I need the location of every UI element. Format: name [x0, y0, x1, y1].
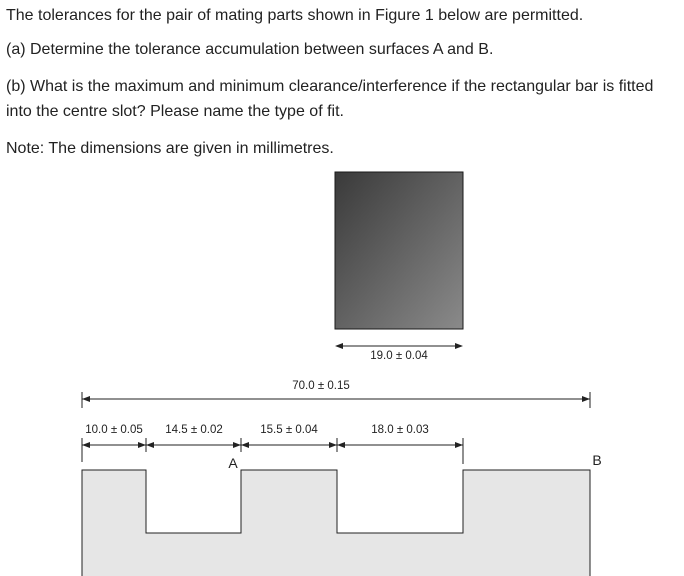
overall-length-label: 70.0 ± 0.15	[292, 380, 350, 392]
rectangular-bar	[335, 172, 463, 329]
dim-1-label: 10.0 ± 0.05	[85, 424, 143, 436]
question-part-b-line1: (b) What is the maximum and minimum clearance/interference if the rectangular bar is fitted	[6, 78, 654, 95]
surface-b-label: B	[592, 452, 602, 468]
note-text: Note: The dimensions are given in millimetres.	[6, 140, 334, 157]
question-intro: The tolerances for the pair of mating parts shown in Figure 1 below are permitted.	[6, 7, 584, 24]
surface-a-label: A	[228, 455, 238, 471]
dim-2-label: 14.5 ± 0.02	[165, 424, 223, 436]
dim-4-label: 18.0 ± 0.03	[371, 424, 429, 436]
slotted-part	[82, 470, 590, 576]
question-part-a: (a) Determine the tolerance accumulation between surfaces A and B.	[6, 41, 494, 58]
dim-3-label: 15.5 ± 0.04	[260, 424, 318, 436]
question-part-b-line2: into the centre slot? Please name the type of fit.	[6, 103, 344, 120]
extension-lines	[82, 438, 463, 464]
overall-length-dimension	[82, 380, 590, 408]
bar-width-dimension	[335, 343, 463, 362]
bar-width-label: 19.0 ± 0.04	[370, 350, 428, 362]
